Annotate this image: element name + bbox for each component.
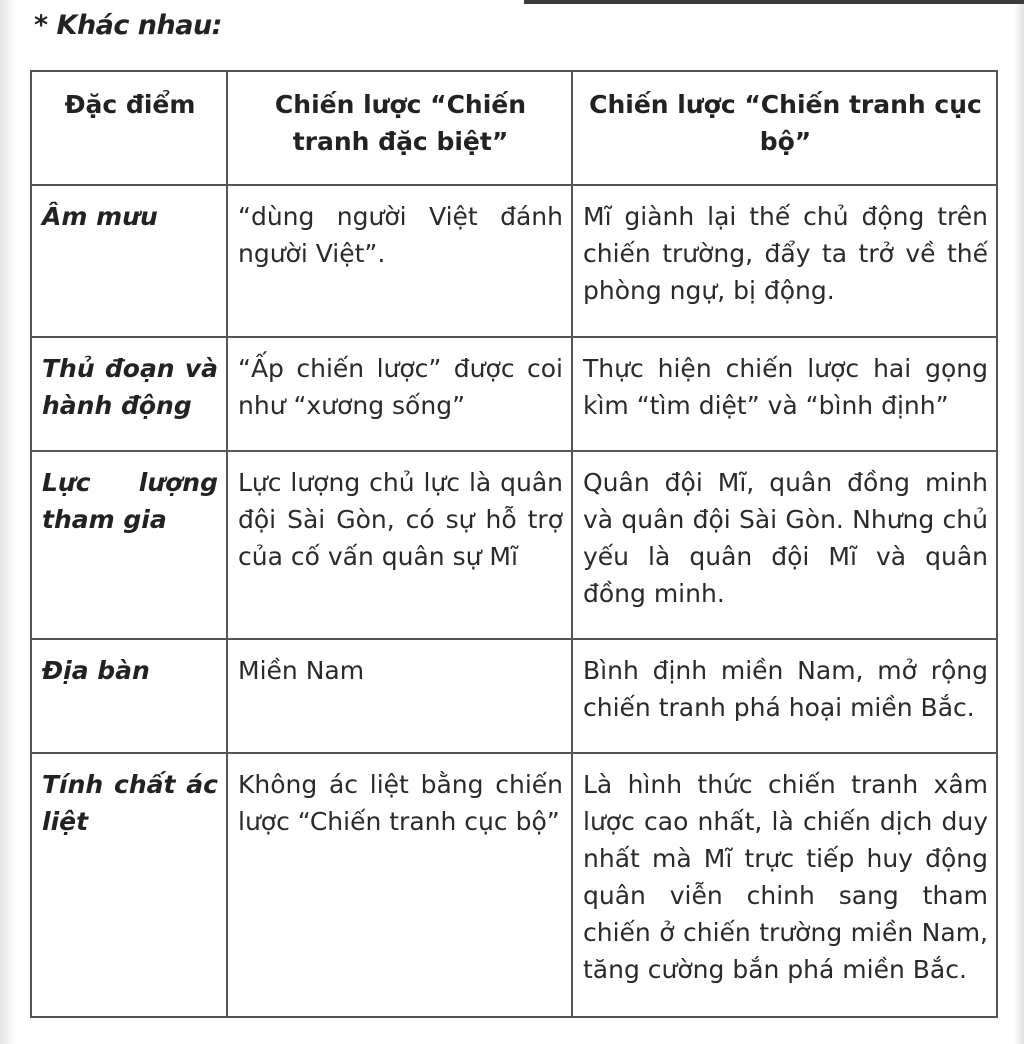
table-row-area: [31, 639, 997, 753]
header-special-war: Chiến lược “Chiến tranh đặc biệt”: [227, 71, 572, 185]
table-row-severity: [31, 753, 997, 1017]
row-label-area: Địa bàn: [31, 639, 227, 753]
table-row-tactics: [31, 337, 997, 451]
cell-special-war-severity: Không ác liệt bằng chiến lược “Chiến tranh cục bộ”: [227, 753, 572, 1017]
row-label-tactics: Thủ đoạn và hành động: [31, 337, 227, 451]
top-edge-bar: [524, 0, 1024, 4]
table-row-plot: [31, 185, 997, 337]
cell-special-war-plot: “dùng người Việt đánh người Việt”.: [227, 185, 572, 337]
table-header-row: [31, 71, 997, 185]
table-row-forces: [31, 451, 997, 639]
row-label-severity: Tính chất ác liệt: [31, 753, 227, 1017]
header-feature: Đặc điểm: [31, 71, 227, 185]
cell-local-war-area: Bình định miền Nam, mở rộng chiến tranh phá hoại miền Bắc.: [572, 639, 997, 753]
cell-local-war-plot: Mĩ giành lại thế chủ động trên chiến trường, đẩy ta trở về thế phòng ngự, bị động.: [572, 185, 997, 337]
section-heading: * Khác nhau:: [34, 10, 222, 41]
comparison-table: [30, 70, 998, 1018]
page-left-shadow: [0, 0, 16, 1044]
cell-special-war-forces: Lực lượng chủ lực là quân đội Sài Gòn, có sự hỗ trợ của cố vấn quân sự Mĩ: [227, 451, 572, 639]
header-local-war: Chiến lược “Chiến tranh cục bộ”: [572, 71, 997, 185]
cell-special-war-tactics: “Ấp chiến lược” được coi như “xương sống”: [227, 337, 572, 451]
cell-local-war-severity: Là hình thức chiến tranh xâm lược cao nhất, là chiến dịch duy nhất mà Mĩ trực tiếp huy động quân viễn chinh sang tham chiến ở chiến trường miền Nam, tăng cường bắn phá miền Bắc.: [572, 753, 997, 1017]
cell-local-war-tactics: Thực hiện chiến lược hai gọng kìm “tìm diệt” và “bình định”: [572, 337, 997, 451]
row-label-forces: Lực lượng tham gia: [31, 451, 227, 639]
cell-special-war-area: Miền Nam: [227, 639, 572, 753]
cell-local-war-forces: Quân đội Mĩ, quân đồng minh và quân đội Sài Gòn. Nhưng chủ yếu là quân đội Mĩ và quân đồng minh.: [572, 451, 997, 639]
page-right-shadow: [1014, 0, 1024, 1044]
row-label-plot: Âm mưu: [31, 185, 227, 337]
